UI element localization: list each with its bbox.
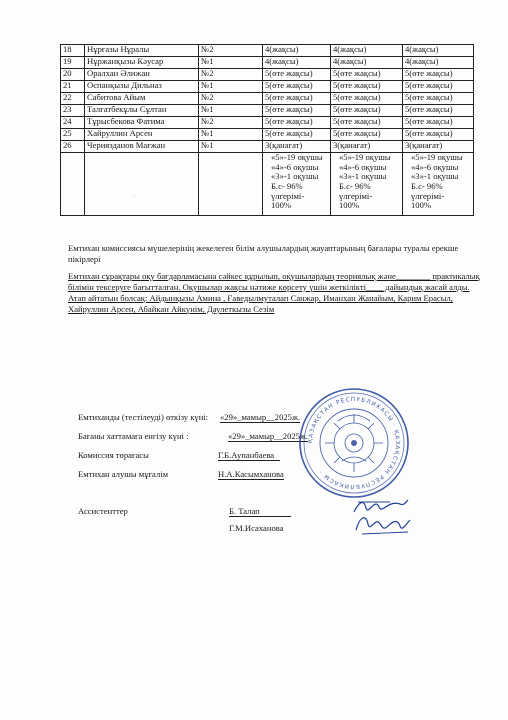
summary-row <box>61 153 474 216</box>
grade-3: 3(қанағат) <box>403 141 474 153</box>
exam-date-value: «29»_мамыр__2025ж. <box>220 412 301 422</box>
empty-cell <box>199 153 263 216</box>
summary-cell-1 <box>263 153 331 216</box>
stat-line: үлгерімі- <box>271 190 305 201</box>
row-number: 25 <box>61 129 85 141</box>
ticket-number: №1 <box>199 129 263 141</box>
entry-date-label: Бағаны хаттамаға енгізу күні : <box>78 431 189 441</box>
grade-1: 5(өте жақсы) <box>263 69 331 81</box>
student-name: Оралхан Әлижан <box>85 69 199 81</box>
stat-line: «4»-6 оқушы <box>339 161 387 172</box>
stray-mark: . <box>134 193 136 199</box>
grade-1: 4(жақсы) <box>263 45 331 57</box>
grade-1: 4(жақсы) <box>263 57 331 69</box>
student-name: Хайруллин Арсен <box>85 129 199 141</box>
grades-table <box>60 44 474 216</box>
grade-2: 5(өте жақсы) <box>331 93 403 105</box>
stat-line: 100% <box>271 200 292 211</box>
table-row <box>61 105 474 117</box>
grade-3: 5(өте жақсы) <box>403 129 474 141</box>
official-seal-icon <box>298 387 410 499</box>
grade-2: 5(өте жақсы) <box>331 105 403 117</box>
student-name: Нұрғазы Нұралы <box>85 45 199 57</box>
stat-line: «5»-19 оқушы <box>271 152 323 162</box>
grade-3: 4(жақсы) <box>403 45 474 57</box>
grade-3: 5(өте жақсы) <box>403 81 474 93</box>
stat-line: «3»-1 оқушы <box>339 171 387 182</box>
ticket-number: №2 <box>199 45 263 57</box>
chair-name: Г.Б.Аупанбаева <box>218 450 280 461</box>
student-name: Талғатбекұлы Сұлтан <box>85 105 199 117</box>
ticket-number: №2 <box>199 93 263 105</box>
teacher-name: Н.А.Касымханова <box>218 469 284 479</box>
empty-cell <box>61 153 85 216</box>
empty-cell <box>85 153 199 216</box>
grade-2: 3(қанағат) <box>331 141 403 153</box>
ticket-number: №2 <box>199 69 263 81</box>
student-name: Нұржанқызы Кәусар <box>85 57 199 69</box>
chair-label: Комиссия төрағасы <box>78 450 149 460</box>
grade-statistics <box>265 153 328 211</box>
table-row <box>61 69 474 81</box>
grade-2: 5(өте жақсы) <box>331 81 403 93</box>
signature-2-icon <box>352 510 414 538</box>
stat-line: 100% <box>339 200 360 211</box>
table-row <box>61 81 474 93</box>
stat-line: «3»-1 оқушы <box>411 171 459 182</box>
grade-1: 3(қанағат) <box>263 141 331 153</box>
stat-line: «5»-19 оқушы <box>339 152 391 162</box>
table-row <box>61 45 474 57</box>
svg-text:ҚАЗАҚСТАН РЕСПУБЛИКАСЫ · ҚАЗАҚ: ҚАЗАҚСТАН РЕСПУБЛИКАСЫ · ҚАЗАҚСТАН РЕСПУБЛИКАСЫ · <box>307 396 401 490</box>
assistants-label: Ассистенттер <box>78 506 128 516</box>
stat-line: «4»-6 оқушы <box>411 161 459 172</box>
grade-1: 5(өте жақсы) <box>263 93 331 105</box>
stat-line: «3»-1 оқушы <box>271 171 319 182</box>
row-number: 24 <box>61 117 85 129</box>
ticket-number: №1 <box>199 57 263 69</box>
row-number: 23 <box>61 105 85 117</box>
exam-date-label: Емтиханды (тестілеуді) өткізу күні: <box>78 412 209 422</box>
teacher-label: Емтихан алушы мұғалім <box>78 469 169 479</box>
summary-cell-2 <box>331 153 403 216</box>
table-row <box>61 141 474 153</box>
grade-3: 5(өте жақсы) <box>403 93 474 105</box>
row-number: 22 <box>61 93 85 105</box>
assistant-2-name: Г.М.Исаханова <box>229 523 284 533</box>
grade-1: 5(өте жақсы) <box>263 81 331 93</box>
grade-2: 4(жақсы) <box>331 57 403 69</box>
grade-3: 5(өте жақсы) <box>403 105 474 117</box>
stat-line: Б.с- 96% <box>339 180 371 191</box>
row-number: 21 <box>61 81 85 93</box>
table-row <box>61 117 474 129</box>
grade-3: 5(өте жақсы) <box>403 69 474 81</box>
ticket-number: №1 <box>199 141 263 153</box>
stat-line: Б.с- 96% <box>271 180 303 191</box>
grade-1: 5(өте жақсы) <box>263 129 331 141</box>
row-number: 20 <box>61 69 85 81</box>
stat-line: Б.с- 96% <box>411 180 443 191</box>
grade-3: 5(өте жақсы) <box>403 117 474 129</box>
student-name: Тұрысбекова Фатима <box>85 117 199 129</box>
ticket-number: №2 <box>199 117 263 129</box>
commission-remarks-body: Емтихан сұрақтары оқу бағдарламасына сәйкес құрылып, оқушылардың теориялық және________ практикалық білімін тексеруге бағытталған. Оқушылар жақсы нәтиже көрсету үшін жеткілікті____ дайындық жасай алды. Атап айтатын болсақ: Айдынқызы Амина , Ғаведылмуталап Санжар, Иманхан Жанайым, Карим Ерасыл, Хайруллин Арсен, Абайкан Айкүнім, Даулеткызы Сезім <box>68 271 480 314</box>
student-name: Оспанқызы Дильназ <box>85 81 199 93</box>
table-row <box>61 57 474 69</box>
grade-1: 5(өте жақсы) <box>263 117 331 129</box>
row-number: 18 <box>61 45 85 57</box>
stat-line: 100% <box>411 200 432 211</box>
row-number: 19 <box>61 57 85 69</box>
entry-date-value: «29»_мамыр__2025ж. <box>228 431 309 441</box>
student-name: Сабитова Айым <box>85 93 199 105</box>
stat-line: үлгерімі- <box>411 190 445 201</box>
grade-2: 5(өте жақсы) <box>331 69 403 81</box>
summary-cell-3 <box>403 153 474 216</box>
stat-line: үлгерімі- <box>339 190 373 201</box>
commission-remarks-title: Емтихан комиссиясы мүшелерінің жекелеген білім алушылардың жауаптарының бағалары туралы ерекше пікірлері <box>68 243 459 264</box>
grade-1: 5(өте жақсы) <box>263 105 331 117</box>
grade-2: 5(өте жақсы) <box>331 129 403 141</box>
grade-statistics <box>405 153 471 211</box>
table-row <box>61 129 474 141</box>
grade-2: 5(өте жақсы) <box>331 117 403 129</box>
stat-line: «4»-6 оқушы <box>271 161 319 172</box>
row-number: 26 <box>61 141 85 153</box>
grade-3: 4(жақсы) <box>403 57 474 69</box>
table-row <box>61 93 474 105</box>
student-name: Чериязданов Мағжан <box>85 141 199 153</box>
ticket-number: №1 <box>199 81 263 93</box>
stat-line: «5»-19 оқушы <box>411 152 463 162</box>
grade-2: 4(жақсы) <box>331 45 403 57</box>
ticket-number: №1 <box>199 105 263 117</box>
assistant-1-name: Б. Талап <box>229 506 291 517</box>
grade-statistics <box>333 153 400 211</box>
